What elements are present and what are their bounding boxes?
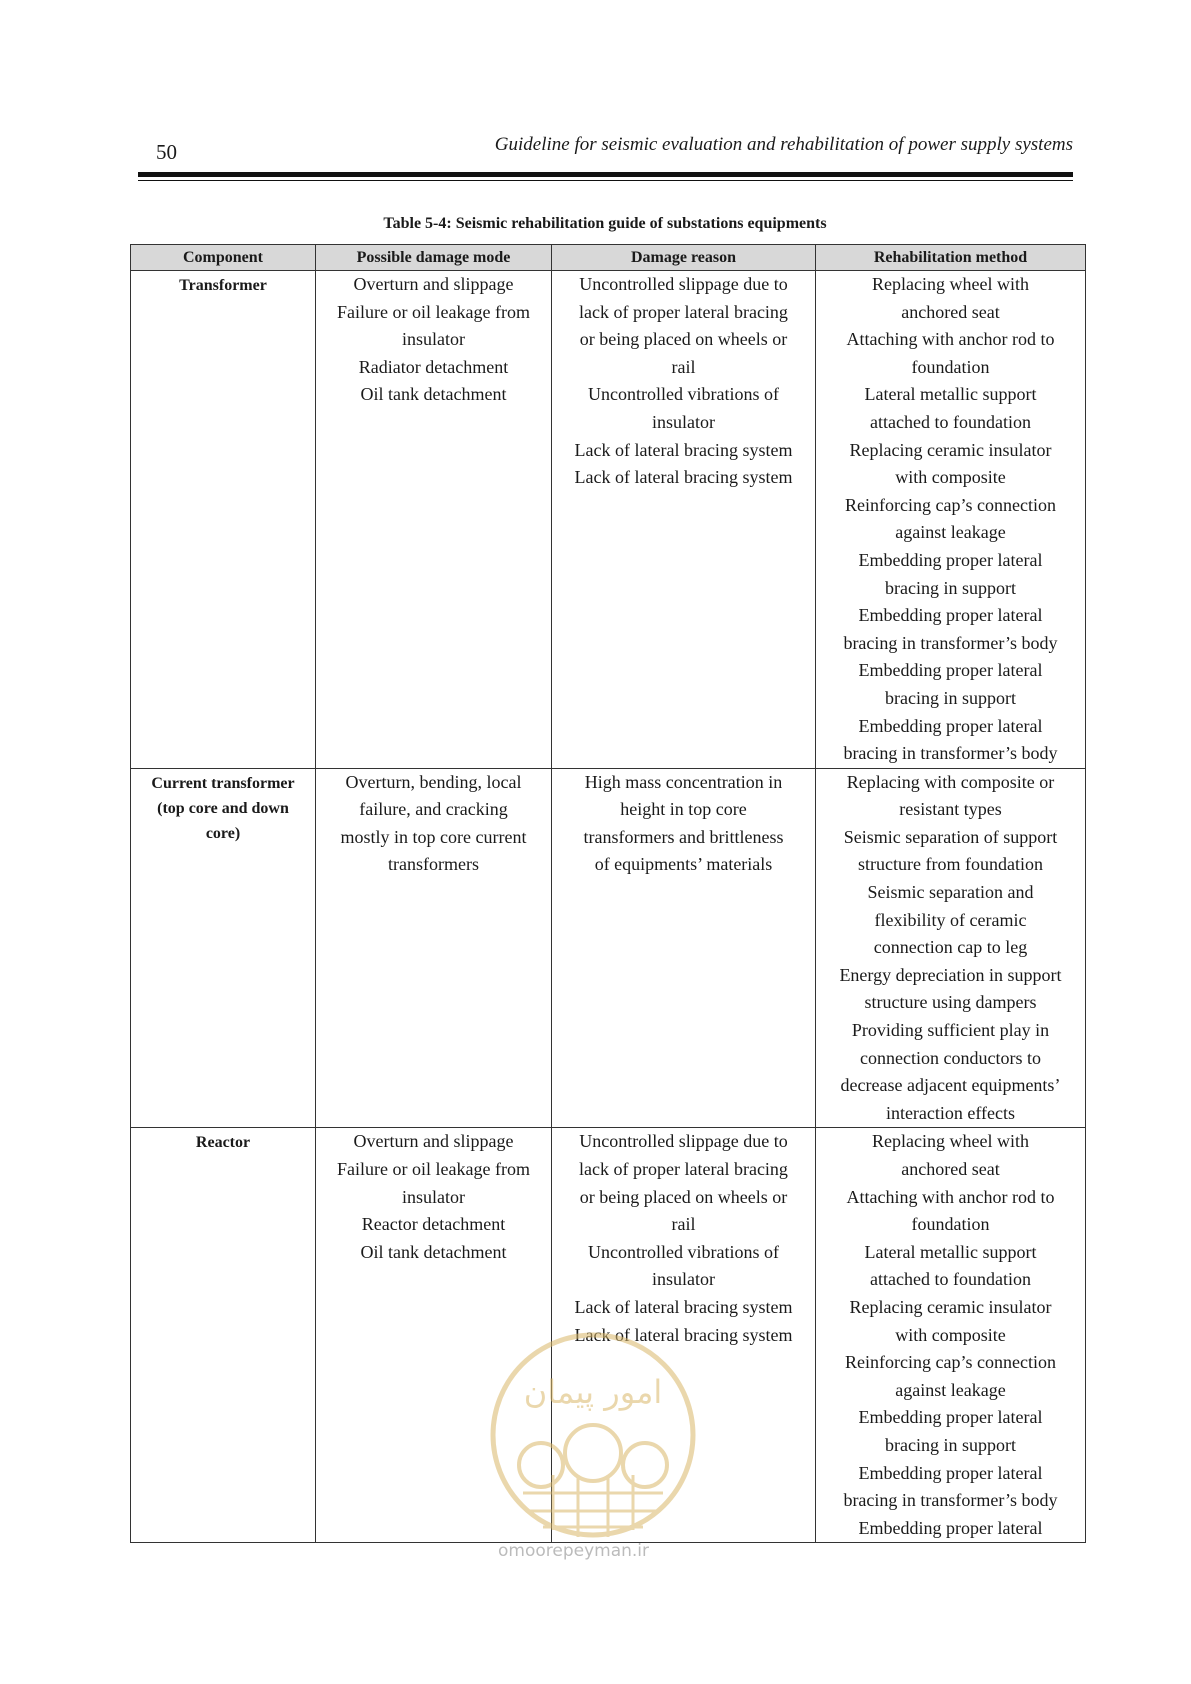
cell-line: Embedding proper lateral (858, 1407, 1043, 1428)
column-header-damage-reason: Damage reason (552, 245, 816, 271)
cell-line: rail (671, 356, 696, 377)
cell-line: Uncontrolled vibrations of (588, 384, 779, 405)
cell-line: attached to foundation (870, 1269, 1031, 1290)
cell-line: Failure or oil leakage from (337, 1159, 530, 1179)
cell-line: (top core and down (157, 799, 289, 817)
cell-line: Seismic separation and (867, 882, 1034, 903)
cell-line: structure using dampers (864, 992, 1037, 1013)
cell-line: against leakage (895, 1379, 1006, 1400)
cell-line: Embedding proper lateral (858, 605, 1043, 626)
table-row (131, 768, 1086, 1128)
table-caption: Table 5-4: Seismic rehabilitation guide of substations equipments (383, 215, 827, 232)
cell-line: insulator (652, 411, 715, 432)
cell-line: High mass concentration in (584, 771, 783, 792)
cell-line: Lateral metallic support (864, 1241, 1037, 1262)
cell-line: against leakage (895, 522, 1006, 543)
cell-line: failure, and cracking (359, 799, 508, 820)
cell-line: of equipments’ materials (594, 854, 773, 875)
cell-line: Providing sufficient play in (851, 1020, 1050, 1041)
column-header-rehabilitation-method: Rehabilitation method (816, 245, 1086, 271)
watermark-text: omoorepeyman.ir (498, 1541, 650, 1561)
cell-line: or being placed on wheels or (579, 1186, 788, 1207)
cell-component (131, 768, 316, 1128)
cell-line: Replacing wheel with (872, 1131, 1029, 1152)
table-header-row (131, 245, 1086, 271)
cell-line: Reactor (195, 1134, 251, 1152)
cell-component (131, 271, 316, 769)
cell-line: core) (205, 824, 241, 842)
cell-line: foundation (911, 1214, 990, 1235)
cell-line: bracing in transformer’s body (843, 743, 1058, 764)
cell-line: Embedding proper lateral (858, 715, 1043, 736)
cell-component (131, 1128, 316, 1543)
cell-line: transformers (388, 854, 479, 875)
cell-line: with composite (895, 1324, 1006, 1345)
cell-line: height in top core (620, 799, 747, 820)
cell-line: Embedding proper lateral (858, 660, 1043, 681)
cell-line: insulator (402, 1186, 465, 1207)
header-rule-thick (138, 172, 1073, 177)
cell-line: anchored seat (901, 301, 1000, 322)
cell-line: Reinforcing cap’s connection (845, 494, 1056, 515)
cell-line: structure from foundation (858, 854, 1043, 875)
cell-line: lack of proper lateral bracing (579, 1159, 788, 1179)
cell-line: Attaching with anchor rod to (846, 329, 1055, 350)
cell-line: Uncontrolled slippage due to (579, 1131, 788, 1152)
cell-line: Energy depreciation in support (839, 964, 1062, 985)
cell-line: bracing in support (885, 577, 1016, 598)
cell-line: Reactor detachment (361, 1214, 506, 1235)
cell-line: Overturn, bending, local (345, 771, 522, 792)
cell-line: Lack of lateral bracing system (574, 1296, 793, 1317)
cell-line: anchored seat (901, 1159, 1000, 1179)
cell-line: interaction effects (885, 1102, 1016, 1123)
cell-line: Uncontrolled slippage due to (579, 274, 788, 294)
cell-line: Embedding proper lateral (858, 1462, 1043, 1483)
cell-line: bracing in transformer’s body (843, 632, 1058, 653)
cell-rehabilitation-method (816, 271, 1086, 769)
cell-line: Replacing wheel with (872, 274, 1029, 294)
cell-damage-reason (552, 271, 816, 769)
cell-line: transformers and brittleness (583, 826, 784, 847)
cell-line: Lack of lateral bracing system (574, 467, 793, 488)
cell-line: flexibility of ceramic (874, 909, 1027, 930)
cell-damage-mode (316, 768, 552, 1128)
cell-line: with composite (895, 467, 1006, 488)
column-header-component: Component (131, 245, 316, 271)
cell-line: Overturn and slippage (353, 1131, 514, 1152)
cell-line: bracing in transformer’s body (843, 1490, 1058, 1511)
cell-line: Seismic separation of support (843, 826, 1058, 847)
cell-line: resistant types (899, 799, 1002, 820)
cell-line: Oil tank detachment (360, 384, 507, 405)
cell-line: Embedding proper lateral (858, 1517, 1043, 1538)
cell-line: insulator (652, 1269, 715, 1290)
cell-line: rail (671, 1214, 696, 1235)
cell-line: Failure or oil leakage from (337, 301, 530, 322)
cell-line: Lack of lateral bracing system (574, 439, 793, 460)
cell-line: Replacing with composite or (846, 771, 1055, 792)
cell-line: insulator (402, 329, 465, 350)
cell-damage-reason (552, 768, 816, 1128)
cell-line: Overturn and slippage (353, 274, 514, 294)
cell-line: Oil tank detachment (360, 1241, 507, 1262)
cell-line: mostly in top core current (340, 826, 527, 847)
watermark-logo-text: امور پیمان (523, 1373, 663, 1411)
cell-line: Uncontrolled vibrations of (588, 1241, 779, 1262)
cell-line: connection cap to leg (873, 937, 1028, 958)
cell-line: Attaching with anchor rod to (846, 1186, 1055, 1207)
cell-line: Lack of lateral bracing system (574, 1324, 793, 1345)
cell-line: or being placed on wheels or (579, 329, 788, 350)
page-number: 50 (156, 140, 177, 164)
cell-line: Transformer (179, 277, 267, 294)
cell-line: bracing in support (885, 1434, 1016, 1455)
cell-line: Reinforcing cap’s connection (845, 1352, 1056, 1373)
cell-rehabilitation-method (816, 768, 1086, 1128)
cell-line: Replacing ceramic insulator (849, 439, 1052, 460)
cell-line: bracing in support (885, 687, 1016, 708)
cell-line: foundation (911, 356, 990, 377)
cell-line: Radiator detachment (358, 356, 509, 377)
cell-line: Current transformer (151, 774, 295, 792)
watermark-logo (483, 1325, 703, 1545)
running-title: Guideline for seismic evaluation and rehabilitation of power supply systems (494, 134, 1073, 155)
cell-line: attached to foundation (870, 411, 1031, 432)
column-header-damage-mode: Possible damage mode (316, 245, 552, 271)
cell-line: Replacing ceramic insulator (849, 1296, 1052, 1317)
cell-line: Embedding proper lateral (858, 549, 1043, 570)
cell-line: Lateral metallic support (864, 384, 1037, 405)
cell-rehabilitation-method (816, 1128, 1086, 1543)
cell-damage-mode (316, 271, 552, 769)
cell-line: decrease adjacent equipments’ (840, 1075, 1061, 1096)
table-row (131, 271, 1086, 769)
header-rule-thin (138, 180, 1073, 181)
cell-line: lack of proper lateral bracing (579, 301, 788, 322)
cell-line: connection conductors to (860, 1047, 1041, 1068)
